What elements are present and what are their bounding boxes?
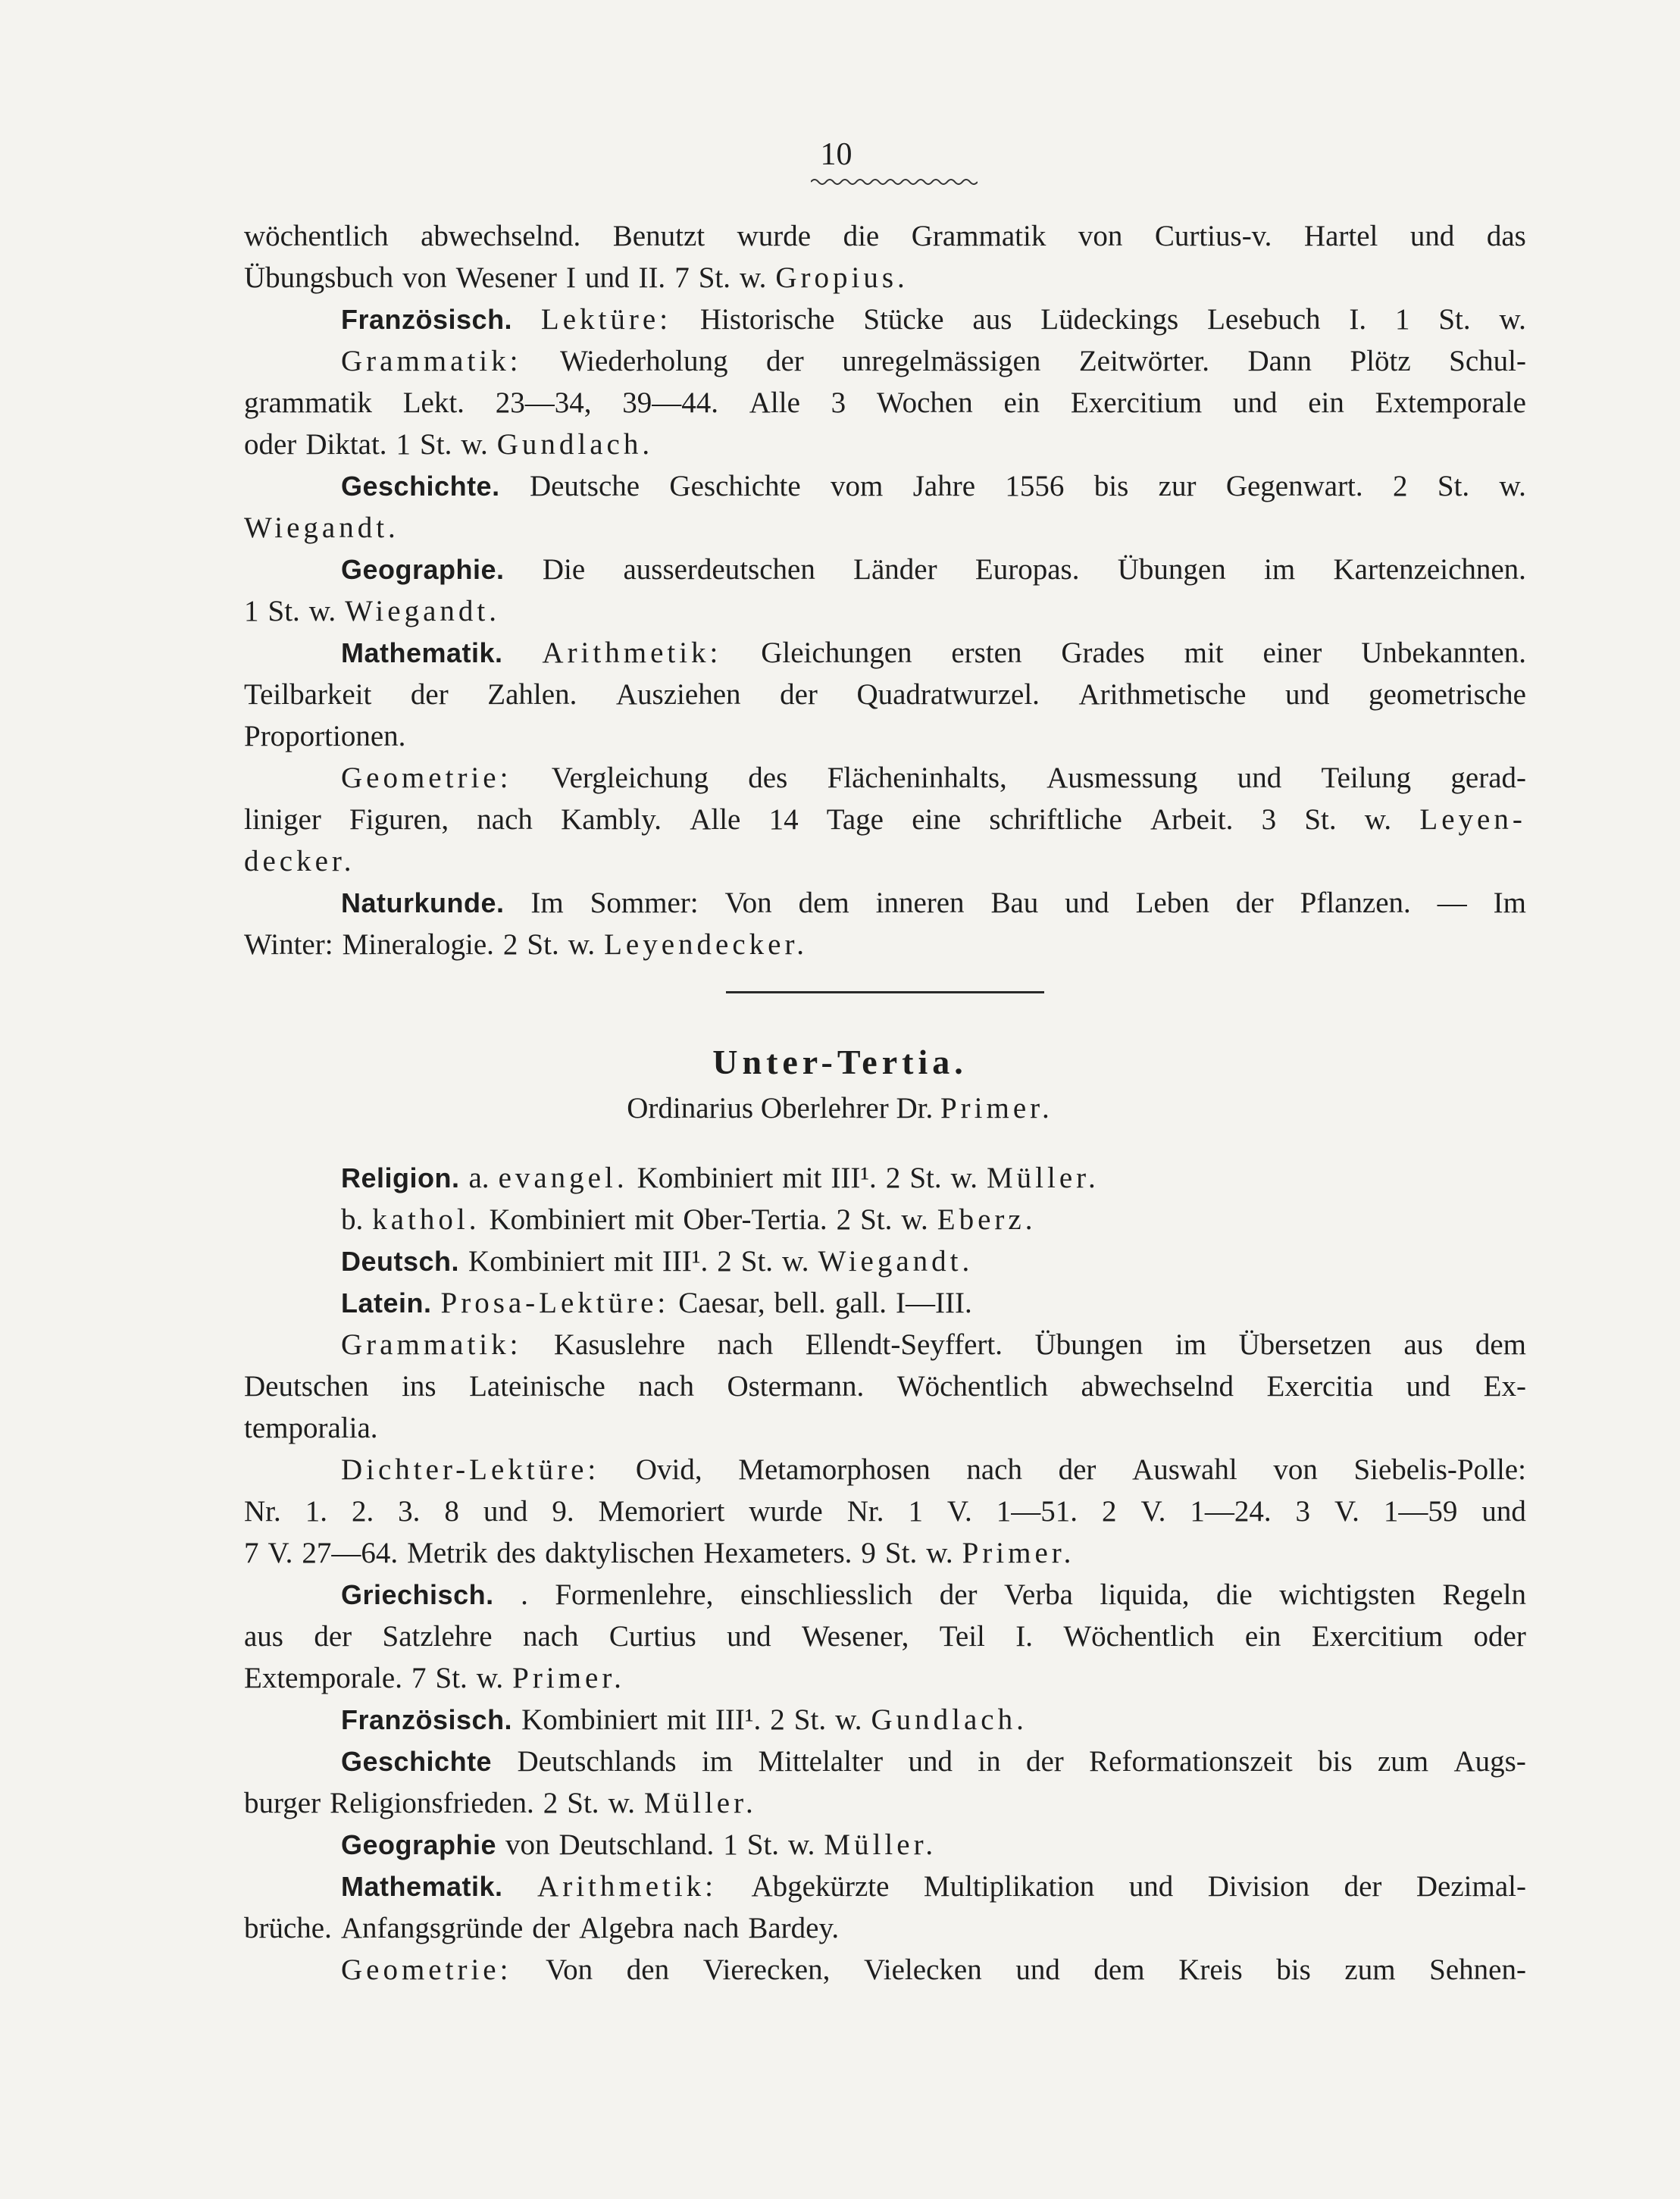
- text-line: grammatik Lekt. 23—34, 39—44. Alle 3 Wochen ein Exercitium und ein Extemporale: [244, 386, 1526, 419]
- text-line: Französisch. Kombiniert mit III¹. 2 St. w. Gundlach.: [244, 1699, 1526, 1741]
- text-line: Geschichte. Deutsche Geschichte vom Jahre 1556 bis zur Gegenwart. 2 St. w.: [244, 465, 1526, 507]
- text-line: Wiegandt.: [244, 511, 399, 544]
- text-line: Französisch. Lektüre: Historische Stücke aus Lüdeckings Lesebuch I. 1 St. w.: [244, 299, 1526, 340]
- ordinarius-name: Primer.: [940, 1092, 1053, 1125]
- subject-heading: Geschichte.: [341, 471, 500, 502]
- text-line: brüche. Anfangsgründe der Algebra nach Bardey.: [244, 1912, 840, 1944]
- text-line: Winter: Mineralogie. 2 St. w. Leyendecker.: [244, 928, 809, 961]
- text-line: Übungsbuch von Wesener I und II. 7 St. w. Gropius.: [244, 261, 909, 294]
- section-continued: [244, 215, 1526, 965]
- text-line: Nr. 1. 2. 3. 8 und 9. Memoriert wurde Nr. 1 V. 1—51. 2 V. 1—24. 3 V. 1—59 und: [244, 1495, 1526, 1528]
- text-line: 1 St. w. Wiegandt.: [244, 595, 500, 627]
- section-unter-tertia: [244, 1157, 1526, 1991]
- subject-heading: Naturkunde.: [341, 887, 505, 918]
- text-line: liniger Figuren, nach Kambly. Alle 14 Tage eine schriftliche Arbeit. 3 St. w. Leyen-: [244, 803, 1526, 836]
- text-line: Dichter-Lektüre: Ovid, Metamorphosen nach der Auswahl von Siebelis-Polle:: [341, 1453, 1526, 1486]
- text-line: aus der Satzlehre nach Curtius und Wesener, Teil I. Wöchentlich ein Exercitium oder: [244, 1620, 1526, 1653]
- subject-heading: Latein.: [341, 1287, 432, 1318]
- text-line: Grammatik: Wiederholung der unregelmässigen Zeitwörter. Dann Plötz Schul-: [341, 345, 1526, 377]
- text-line: decker.: [244, 845, 355, 877]
- class-title: Unter-Tertia.: [712, 1043, 968, 1081]
- text-line: Geometrie: Von den Vierecken, Vielecken und dem Kreis bis zum Sehnen-: [341, 1953, 1526, 1986]
- text-line: Griechisch. . Formenlehre, einschliesslich der Verba liquida, die wichtigsten Regeln: [244, 1574, 1526, 1616]
- text-line: Deutsch. Kombiniert mit III¹. 2 St. w. Wiegandt.: [244, 1240, 1526, 1282]
- text-line: Mathematik. Arithmetik: Gleichungen ersten Grades mit einer Unbekannten.: [244, 632, 1526, 674]
- page-number: 10: [820, 137, 853, 172]
- text-line: Proportionen.: [244, 720, 406, 752]
- ordinarius-line: Ordinarius Oberlehrer Dr. Primer.: [627, 1092, 1053, 1125]
- page-number-ornament: [811, 176, 978, 186]
- text-line: Deutschen ins Lateinische nach Ostermann. Wöchentlich abwechselnd Exercitia und Ex-: [244, 1370, 1526, 1403]
- subject-heading: Geographie: [341, 1829, 497, 1860]
- text-line: Grammatik: Kasuslehre nach Ellendt-Seyffert. Übungen im Übersetzen aus dem: [341, 1328, 1526, 1361]
- subject-heading: Geschichte: [341, 1746, 493, 1777]
- text-line: Geographie. Die ausserdeutschen Länder Europas. Übungen im Kartenzeichnen.: [244, 549, 1526, 590]
- text-line: b. kathol. Kombiniert mit Ober-Tertia. 2 St. w. Eberz.: [341, 1203, 1037, 1236]
- text-line: wöchentlich abwechselnd. Benutzt wurde die Grammatik von Curtius-v. Hartel und das: [244, 220, 1526, 252]
- text-line: Naturkunde. Im Sommer: Von dem inneren Bau und Leben der Pflanzen. — Im: [244, 882, 1526, 924]
- subject-heading: Deutsch.: [341, 1246, 460, 1277]
- subject-heading: Mathematik.: [341, 1871, 503, 1902]
- text-line: temporalia.: [244, 1412, 378, 1444]
- subject-heading: Französisch.: [341, 1704, 513, 1735]
- text-line: burger Religionsfrieden. 2 St. w. Müller.: [244, 1787, 757, 1819]
- text-line: Religion. a. evangel. Kombiniert mit III¹. 2 St. w. Müller.: [244, 1157, 1526, 1199]
- text-line: Geometrie: Vergleichung des Flächeninhalts, Ausmessung und Teilung gerad-: [341, 762, 1526, 794]
- text-line: Extemporale. 7 St. w. Primer.: [244, 1662, 625, 1694]
- subject-heading: Geographie.: [341, 554, 505, 585]
- text-line: Teilbarkeit der Zahlen. Ausziehen der Quadratwurzel. Arithmetische und geometrische: [244, 678, 1526, 711]
- subject-heading: Französisch.: [341, 304, 513, 335]
- text-line: oder Diktat. 1 St. w. Gundlach.: [244, 428, 654, 461]
- text-line: Geschichte Deutschlands im Mittelalter und in der Reformationszeit bis zum Augs-: [244, 1741, 1526, 1782]
- text-line: 7 V. 27—64. Metrik des daktylischen Hexameters. 9 St. w. Primer.: [244, 1537, 1075, 1569]
- subject-heading: Griechisch.: [341, 1579, 494, 1610]
- section-divider: [726, 991, 1044, 993]
- text-line: Mathematik. Arithmetik: Abgekürzte Multiplikation und Division der Dezimal-: [244, 1866, 1526, 1907]
- text-line: Geographie von Deutschland. 1 St. w. Müller.: [244, 1824, 1526, 1866]
- subject-heading: Religion.: [341, 1162, 460, 1193]
- text-line: Latein. Prosa-Lektüre: Caesar, bell. gall. I—III.: [244, 1282, 1526, 1324]
- subject-heading: Mathematik.: [341, 637, 503, 668]
